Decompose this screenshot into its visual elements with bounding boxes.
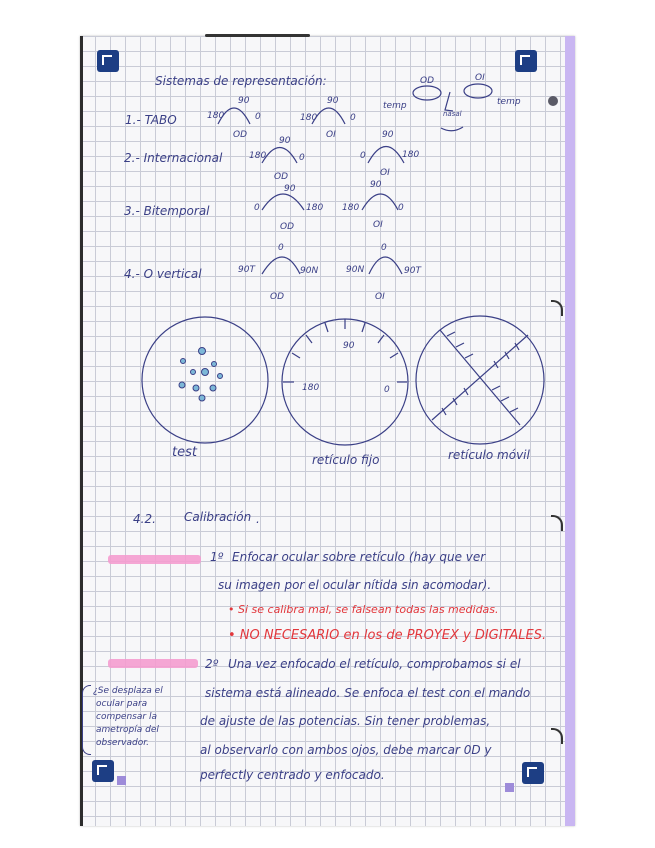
degree-top: 90 bbox=[327, 96, 339, 106]
eye-label: OI bbox=[373, 220, 383, 230]
degree-left: 0 bbox=[360, 151, 366, 161]
degree-right: 0 bbox=[255, 112, 261, 122]
side-note-line: ocular para bbox=[96, 699, 148, 709]
step1-line1: Enfocar ocular sobre retículo (hay que ver bbox=[232, 550, 486, 564]
side-note-brace bbox=[82, 685, 91, 755]
side-note-line: observador. bbox=[96, 738, 149, 748]
label-temp-right: temp bbox=[497, 97, 521, 107]
arc-int-oi bbox=[368, 147, 404, 164]
degree-top: 0 bbox=[278, 243, 284, 253]
degree-left: 90T bbox=[238, 265, 255, 275]
reticle-90-label: 90 bbox=[343, 341, 355, 351]
caption-test: test bbox=[172, 445, 197, 460]
eye-left-sketch bbox=[413, 86, 441, 100]
step2-line3: de ajuste de las potencias. Sin tener problemas, bbox=[200, 714, 491, 728]
caption-mobile-reticle: retículo móvil bbox=[448, 448, 530, 462]
page-title: Sistemas de representación: bbox=[155, 74, 327, 88]
mouth-sketch bbox=[441, 127, 463, 131]
section-dot: . bbox=[256, 512, 260, 526]
degree-top: 90 bbox=[382, 130, 394, 140]
label-oi: OI bbox=[475, 73, 485, 83]
step2-line4: al observarlo con ambos ojos, debe marcar 0D y bbox=[200, 743, 492, 757]
section-number: 4.2. bbox=[133, 512, 156, 526]
degree-left: 180 bbox=[342, 203, 360, 213]
side-note-line: ametropía del bbox=[96, 725, 159, 735]
degree-right: 0 bbox=[398, 203, 404, 213]
highlighter-mark bbox=[108, 659, 198, 668]
arc-vert-oi bbox=[369, 257, 402, 274]
highlighter-mark bbox=[108, 555, 201, 564]
system-label: 2.- Internacional bbox=[124, 151, 223, 165]
step2-line2: sistema está alineado. Se enfoca el test con el mando bbox=[205, 686, 531, 700]
degree-top: 90 bbox=[279, 136, 291, 146]
degree-top: 90 bbox=[284, 184, 296, 194]
eye-label: OI bbox=[326, 130, 336, 140]
eye-right-sketch bbox=[464, 84, 492, 98]
side-note-line: ¿Se desplaza el bbox=[93, 686, 163, 696]
system-label: 4.- O vertical bbox=[124, 267, 202, 281]
side-note-line: compensar la bbox=[96, 712, 157, 722]
degree-right: 180 bbox=[402, 150, 420, 160]
fixed-reticle-circle bbox=[282, 319, 408, 445]
degree-left: 180 bbox=[249, 151, 267, 161]
label-od: OD bbox=[420, 76, 435, 86]
arc-vert-od bbox=[262, 257, 300, 274]
step1-bullet2: • NO NECESARIO en los de PROYEX y DIGITALES. bbox=[228, 628, 547, 643]
degree-right: 90T bbox=[404, 266, 421, 276]
step2-line5: perfectly centrado y enfocado. bbox=[200, 768, 385, 782]
eye-label: OI bbox=[375, 292, 385, 302]
degree-right: 0 bbox=[350, 113, 356, 123]
eye-label: OD bbox=[274, 172, 289, 182]
test-circle bbox=[142, 317, 268, 443]
step1-number: 1º bbox=[210, 550, 224, 564]
section-title: Calibración bbox=[184, 510, 252, 524]
eye-label: OD bbox=[280, 222, 295, 232]
degree-top: 90 bbox=[238, 96, 250, 106]
eye-label: OI bbox=[380, 168, 390, 178]
eye-label: OD bbox=[270, 292, 285, 302]
reticle-0-label: 0 bbox=[384, 385, 390, 395]
caption-fixed-reticle: retículo fijo bbox=[312, 453, 380, 467]
system-label: 3.- Bitemporal bbox=[124, 204, 210, 218]
reticle-180-label: 180 bbox=[302, 383, 320, 393]
label-temp-left: temp bbox=[383, 101, 407, 111]
step2-line1: Una vez enfocado el retículo, comprobamos si el bbox=[228, 657, 521, 671]
arc-bitemp-od bbox=[262, 194, 304, 210]
system-label: 1.- TABO bbox=[125, 113, 177, 127]
arc-bitemp-oi bbox=[362, 194, 398, 210]
label-nasal: nasal bbox=[443, 110, 462, 118]
degree-right: 90N bbox=[300, 266, 319, 276]
degree-right: 0 bbox=[299, 153, 305, 163]
eye-label: OD bbox=[233, 130, 248, 140]
degree-top: 0 bbox=[381, 243, 387, 253]
reticle-line-b bbox=[432, 335, 528, 420]
step1-line2: su imagen por el ocular nítida sin acomodar). bbox=[218, 578, 492, 592]
degree-left: 180 bbox=[207, 111, 225, 121]
degree-right: 180 bbox=[306, 203, 324, 213]
degree-left: 0 bbox=[254, 203, 260, 213]
nose-sketch bbox=[445, 92, 453, 111]
mobile-reticle-circle bbox=[416, 316, 544, 444]
degree-left: 180 bbox=[300, 113, 318, 123]
step2-number: 2º bbox=[205, 657, 219, 671]
arc-int-od bbox=[262, 148, 297, 164]
degree-top: 90 bbox=[370, 180, 382, 190]
degree-left: 90N bbox=[346, 265, 365, 275]
step1-bullet1: • Si se calibra mal, se falsean todas las medidas. bbox=[228, 603, 499, 616]
